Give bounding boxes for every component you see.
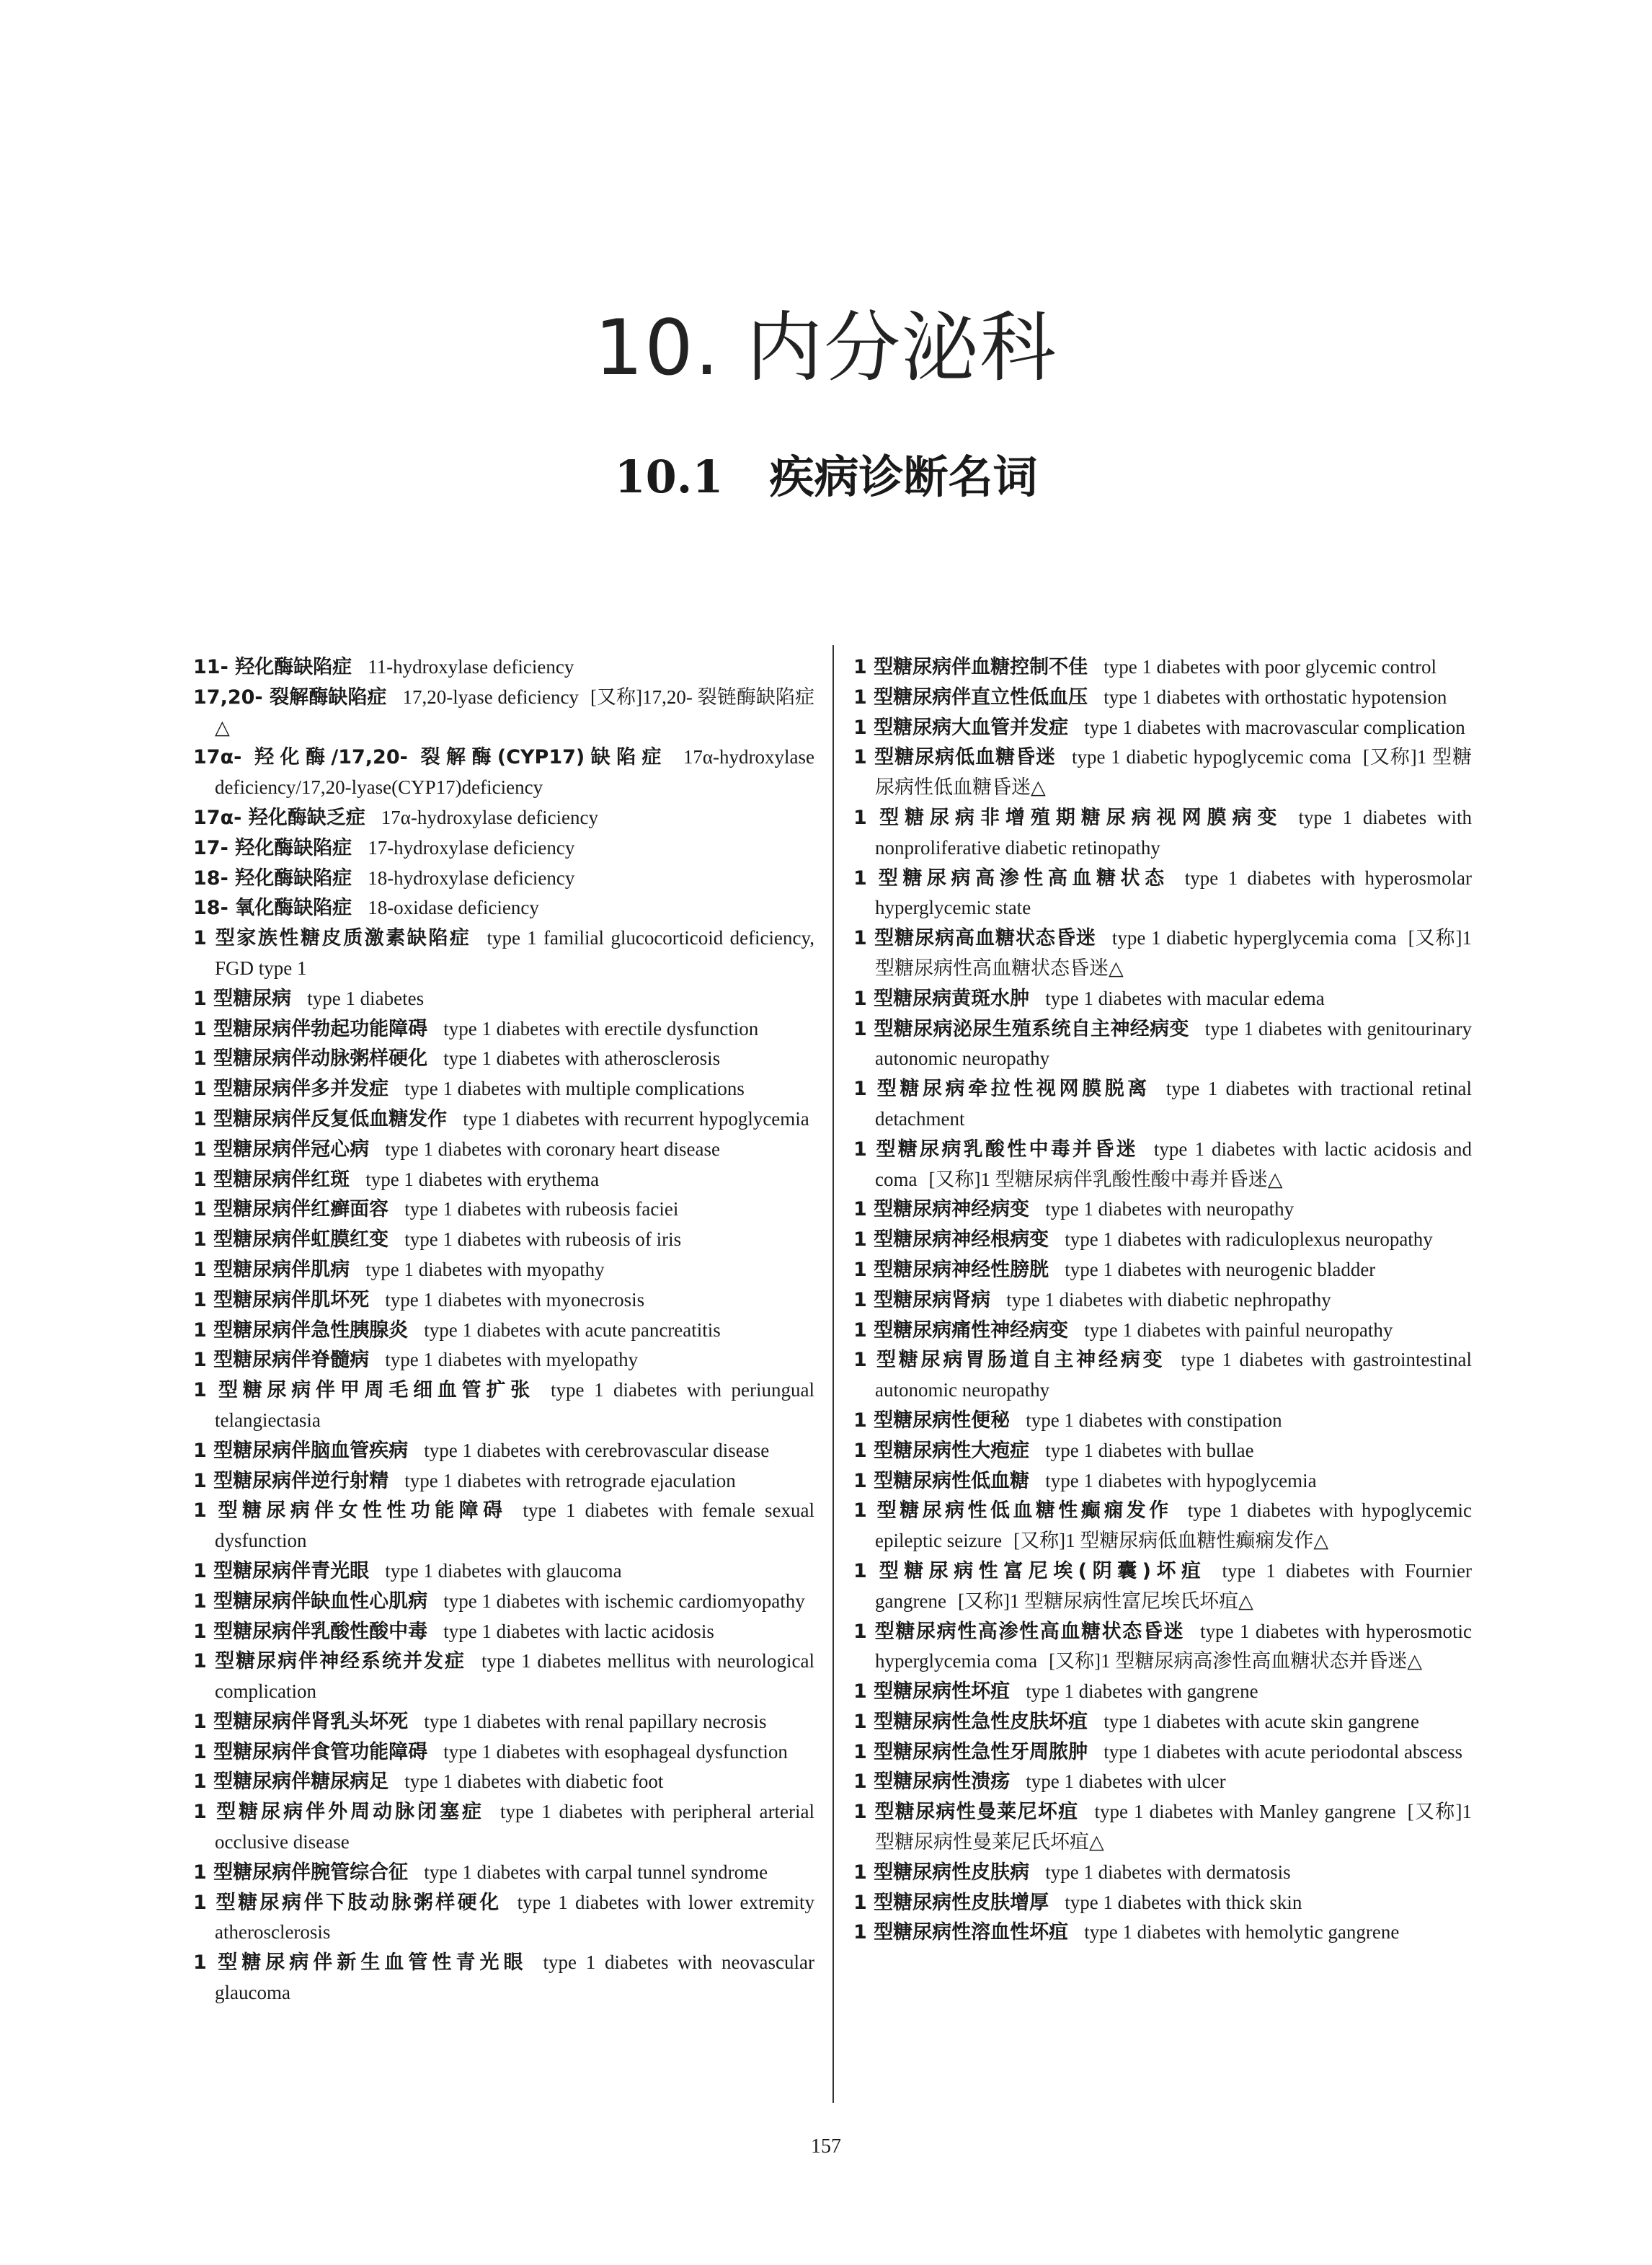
term-english: type 1 diabetes with rubeosis of iris bbox=[404, 1228, 682, 1251]
term-english: type 1 diabetes with tractional retinal detachment bbox=[875, 1078, 1472, 1130]
term-chinese: 1 型糖尿病伴下肢动脉粥样硬化 bbox=[193, 1891, 502, 1914]
term-english: type 1 diabetes with acute periodontal abscess bbox=[1103, 1740, 1463, 1763]
term-english: type 1 diabetes with renal papillary necrosis bbox=[424, 1710, 767, 1732]
term-chinese: 1 型糖尿病性大疱症 bbox=[853, 1439, 1030, 1462]
term-chinese: 1 型糖尿病牵拉性视网膜脱离 bbox=[853, 1078, 1150, 1101]
glossary-entry bbox=[853, 864, 1472, 924]
term-chinese: 1 型糖尿病伴直立性低血压 bbox=[853, 686, 1088, 709]
term-english: type 1 diabetes with erectile dysfunction bbox=[443, 1017, 759, 1040]
glossary-entry bbox=[193, 1707, 814, 1737]
glossary-entry bbox=[193, 1617, 814, 1647]
glossary-entry bbox=[853, 1737, 1472, 1768]
term-alias: [又称]1 型糖尿病性富尼埃氏坏疽△ bbox=[957, 1590, 1253, 1612]
term-english: type 1 diabetic hyperglycemia coma bbox=[1111, 927, 1397, 949]
glossary-entry bbox=[853, 1677, 1472, 1707]
term-chinese: 1 型糖尿病痛性神经病变 bbox=[853, 1318, 1069, 1342]
glossary-entry bbox=[853, 1014, 1472, 1075]
term-chinese: 1 型糖尿病性曼莱尼坏疽 bbox=[853, 1801, 1079, 1824]
term-chinese: 17α- 羟化酶缺乏症 bbox=[193, 806, 365, 829]
term-chinese: 1 型糖尿病伴血糖控制不佳 bbox=[853, 656, 1088, 678]
term-chinese: 18- 氧化酶缺陷症 bbox=[193, 897, 352, 920]
term-chinese: 1 型糖尿病肾病 bbox=[853, 1288, 991, 1311]
glossary-entry bbox=[193, 1316, 814, 1346]
term-english: type 1 diabetes with cerebrovascular disease bbox=[424, 1439, 770, 1461]
term-english: type 1 diabetes with rubeosis faciei bbox=[404, 1198, 679, 1220]
glossary-entry bbox=[853, 1797, 1472, 1858]
term-chinese: 1 型糖尿病性坏疽 bbox=[853, 1680, 1011, 1703]
glossary-entry bbox=[853, 1194, 1472, 1225]
term-chinese: 18- 羟化酶缺陷症 bbox=[193, 866, 352, 890]
term-english: type 1 diabetes with constipation bbox=[1026, 1409, 1282, 1431]
term-chinese: 1 型糖尿病性急性皮肤坏疽 bbox=[853, 1710, 1088, 1733]
term-chinese: 17α- 羟化酶/17,20- 裂解酶(CYP17)缺陷症 bbox=[193, 746, 667, 769]
term-english: type 1 diabetes with hypoglycemia bbox=[1045, 1469, 1317, 1491]
term-english: type 1 diabetes with thick skin bbox=[1065, 1891, 1302, 1913]
term-english: type 1 diabetes with neuropathy bbox=[1045, 1198, 1294, 1220]
term-english: type 1 diabetes with hemolytic gangrene bbox=[1084, 1921, 1400, 1943]
term-chinese: 1 型糖尿病伴女性性功能障碍 bbox=[193, 1499, 507, 1522]
term-alias: [又称]1 型糖尿病低血糖性癫痫发作△ bbox=[1013, 1530, 1329, 1552]
term-english: type 1 diabetes with neovascular glaucoma bbox=[215, 1951, 814, 2004]
term-chinese: 1 型糖尿病伴动脉粥样硬化 bbox=[193, 1047, 428, 1071]
page-number: 157 bbox=[811, 2135, 841, 2158]
term-english: type 1 diabetes bbox=[307, 987, 425, 1009]
term-english: type 1 diabetes with ulcer bbox=[1026, 1770, 1226, 1793]
term-chinese: 1 型糖尿病神经根病变 bbox=[853, 1228, 1049, 1251]
term-chinese: 1 型糖尿病非增殖期糖尿病视网膜病变 bbox=[853, 806, 1283, 829]
left-column bbox=[193, 652, 814, 2008]
term-english: type 1 diabetes with hypoglycemic epileptic seizure bbox=[875, 1499, 1473, 1552]
term-english: type 1 diabetes with acute pancreatitis bbox=[424, 1318, 721, 1341]
term-chinese: 1 型糖尿病黄斑水肿 bbox=[853, 987, 1030, 1010]
term-english: type 1 diabetes with peripheral arterial occlusive disease bbox=[215, 1801, 815, 1853]
term-english: type 1 diabetes with ischemic cardiomyopathy bbox=[443, 1590, 805, 1612]
glossary-entry bbox=[193, 1436, 814, 1466]
glossary-entry bbox=[853, 1888, 1472, 1918]
term-chinese: 1 型糖尿病伴脊髓病 bbox=[193, 1349, 370, 1372]
term-english: type 1 diabetes with lower extremity atherosclerosis bbox=[215, 1891, 814, 1943]
term-chinese: 1 型糖尿病伴食管功能障碍 bbox=[193, 1740, 428, 1763]
glossary-entry bbox=[193, 683, 814, 743]
term-chinese: 1 型糖尿病伴红斑 bbox=[193, 1168, 350, 1191]
glossary-entry bbox=[853, 1496, 1472, 1556]
term-chinese: 1 型家族性糖皮质激素缺陷症 bbox=[193, 927, 471, 950]
glossary-entry bbox=[193, 743, 814, 803]
term-chinese: 1 型糖尿病胃肠道自主神经病变 bbox=[853, 1349, 1165, 1372]
glossary-entry bbox=[193, 1375, 814, 1436]
glossary-entry bbox=[193, 1194, 814, 1225]
glossary-entry bbox=[193, 984, 814, 1014]
glossary-entry bbox=[853, 1767, 1472, 1797]
glossary-entry bbox=[193, 1044, 814, 1074]
term-english: type 1 familial glucocorticoid deficiency, FGD type 1 bbox=[215, 927, 815, 979]
term-english: type 1 diabetes with poor glycemic control bbox=[1103, 656, 1437, 678]
term-chinese: 1 型糖尿病性皮肤病 bbox=[853, 1861, 1030, 1884]
term-chinese: 17- 羟化酶缺陷症 bbox=[193, 836, 352, 859]
glossary-entry bbox=[853, 1707, 1472, 1737]
glossary-entry bbox=[193, 1345, 814, 1375]
section-heading: 疾病诊断名词 bbox=[769, 451, 1038, 503]
term-alias: [又称]1 型糖尿病高渗性高血糖状态并昏迷△ bbox=[1049, 1650, 1423, 1672]
glossary-entry bbox=[853, 1345, 1472, 1406]
section-number: 10.1 bbox=[614, 451, 724, 503]
term-english: type 1 diabetes with recurrent hypoglycemia bbox=[463, 1107, 809, 1130]
glossary-entry bbox=[193, 1225, 814, 1255]
glossary-entry bbox=[193, 1948, 814, 2008]
term-english: type 1 diabetes with hyperosmolar hyperglycemic state bbox=[875, 866, 1472, 919]
term-english: type 1 diabetes with lactic acidosis bbox=[443, 1620, 714, 1642]
glossary-entry bbox=[853, 1858, 1472, 1888]
term-english: type 1 diabetes mellitus with neurological complication bbox=[215, 1650, 815, 1703]
glossary-entry bbox=[853, 743, 1472, 803]
term-chinese: 1 型糖尿病伴红癣面容 bbox=[193, 1198, 389, 1221]
term-chinese: 1 型糖尿病乳酸性中毒并昏迷 bbox=[853, 1138, 1138, 1161]
term-chinese: 1 型糖尿病神经病变 bbox=[853, 1198, 1030, 1221]
term-chinese: 1 型糖尿病伴腕管综合征 bbox=[193, 1861, 409, 1884]
term-chinese: 17,20- 裂解酶缺陷症 bbox=[193, 686, 387, 709]
term-chinese: 1 型糖尿病伴脑血管疾病 bbox=[193, 1439, 409, 1462]
term-chinese: 1 型糖尿病伴多并发症 bbox=[193, 1078, 389, 1101]
glossary-entry bbox=[853, 1074, 1472, 1135]
glossary-entry bbox=[193, 1496, 814, 1556]
term-chinese: 1 型糖尿病伴神经系统并发症 bbox=[193, 1650, 466, 1673]
glossary-entry bbox=[193, 1255, 814, 1285]
term-english: type 1 diabetes with myopathy bbox=[365, 1258, 605, 1280]
term-chinese: 1 型糖尿病伴缺血性心肌病 bbox=[193, 1590, 428, 1613]
term-english: type 1 diabetes with nonproliferative diabetic retinopathy bbox=[875, 806, 1473, 859]
glossary-entry bbox=[193, 923, 814, 984]
glossary-entry bbox=[853, 1406, 1472, 1436]
term-english: type 1 diabetes with gangrene bbox=[1026, 1680, 1258, 1703]
column-divider bbox=[832, 645, 834, 2103]
term-chinese: 1 型糖尿病高渗性高血糖状态 bbox=[853, 866, 1169, 890]
glossary-entry bbox=[193, 1737, 814, 1768]
glossary-entry bbox=[193, 1888, 814, 1949]
term-chinese: 1 型糖尿病伴甲周毛细血管扩张 bbox=[193, 1379, 535, 1402]
term-chinese: 1 型糖尿病伴肌坏死 bbox=[193, 1288, 370, 1311]
glossary-entry bbox=[193, 652, 814, 683]
term-english: type 1 diabetes with painful neuropathy bbox=[1084, 1318, 1393, 1341]
glossary-entry bbox=[853, 803, 1472, 864]
glossary-entry bbox=[853, 713, 1472, 743]
term-english: type 1 diabetes with atherosclerosis bbox=[443, 1047, 721, 1070]
term-english: type 1 diabetes with neurogenic bladder bbox=[1065, 1258, 1376, 1280]
glossary-entry bbox=[193, 1165, 814, 1195]
term-chinese: 1 型糖尿病伴反复低血糖发作 bbox=[193, 1107, 448, 1130]
term-english: type 1 diabetes with myonecrosis bbox=[385, 1288, 645, 1311]
glossary-entry bbox=[853, 923, 1472, 984]
term-english: 17,20-lyase deficiency bbox=[402, 686, 579, 708]
term-english: type 1 diabetes with lactic acidosis and coma bbox=[875, 1138, 1473, 1190]
term-english: type 1 diabetes with radiculoplexus neuropathy bbox=[1065, 1228, 1433, 1251]
term-chinese: 1 型糖尿病性溶血性坏疽 bbox=[853, 1921, 1069, 1944]
term-chinese: 1 型糖尿病伴逆行射精 bbox=[193, 1469, 389, 1492]
term-chinese: 1 型糖尿病伴肌病 bbox=[193, 1258, 350, 1281]
term-english: type 1 diabetes with diabetic foot bbox=[404, 1770, 664, 1793]
term-alias: [又称]1 型糖尿病性高血糖状态昏迷△ bbox=[875, 927, 1473, 979]
term-chinese: 1 型糖尿病性皮肤增厚 bbox=[853, 1891, 1049, 1914]
term-chinese: 1 型糖尿病 bbox=[193, 987, 292, 1010]
glossary-entry bbox=[853, 1225, 1472, 1255]
term-chinese: 1 型糖尿病神经性膀胱 bbox=[853, 1258, 1049, 1281]
term-english: type 1 diabetes with Manley gangrene bbox=[1094, 1801, 1396, 1823]
glossary-entry bbox=[193, 1556, 814, 1587]
term-chinese: 1 型糖尿病伴外周动脉闭塞症 bbox=[193, 1801, 484, 1824]
glossary-entry bbox=[193, 1646, 814, 1707]
term-english: type 1 diabetes with carpal tunnel syndrome bbox=[424, 1861, 768, 1883]
term-english: type 1 diabetes with hyperosmotic hyperglycemia coma bbox=[875, 1620, 1473, 1672]
right-column bbox=[853, 652, 1472, 1948]
term-english: 17-hydroxylase deficiency bbox=[368, 836, 575, 859]
term-chinese: 1 型糖尿病性溃疡 bbox=[853, 1770, 1011, 1794]
term-english: type 1 diabetes with esophageal dysfunction bbox=[443, 1740, 788, 1763]
glossary-entry bbox=[193, 1104, 814, 1135]
term-english: type 1 diabetes with myelopathy bbox=[385, 1349, 639, 1371]
term-chinese: 1 型糖尿病性高渗性高血糖状态昏迷 bbox=[853, 1620, 1185, 1643]
term-english: type 1 diabetes with coronary heart disease bbox=[385, 1138, 721, 1160]
glossary-entry bbox=[193, 1587, 814, 1617]
term-chinese: 1 型糖尿病泌尿生殖系统自主神经病变 bbox=[853, 1017, 1189, 1040]
term-chinese: 1 型糖尿病伴冠心病 bbox=[193, 1138, 370, 1161]
term-chinese: 1 型糖尿病伴乳酸性酸中毒 bbox=[193, 1620, 428, 1643]
term-english: type 1 diabetes with glaucoma bbox=[385, 1559, 622, 1582]
term-english: type 1 diabetes with macular edema bbox=[1045, 987, 1325, 1009]
term-english: type 1 diabetes with bullae bbox=[1045, 1439, 1254, 1461]
glossary-entry bbox=[193, 1767, 814, 1797]
term-chinese: 1 型糖尿病性低血糖 bbox=[853, 1469, 1030, 1492]
glossary-entry bbox=[853, 683, 1472, 713]
glossary-entry bbox=[193, 1285, 814, 1316]
term-chinese: 1 型糖尿病性低血糖性癫痫发作 bbox=[853, 1499, 1172, 1522]
term-english: type 1 diabetes with periungual telangiectasia bbox=[215, 1379, 814, 1431]
glossary-entry bbox=[193, 1466, 814, 1497]
term-english: type 1 diabetes with genitourinary autonomic neuropathy bbox=[875, 1017, 1473, 1070]
term-chinese: 1 型糖尿病性便秘 bbox=[853, 1409, 1011, 1432]
term-english: type 1 diabetes with orthostatic hypotension bbox=[1103, 686, 1447, 708]
glossary-entry bbox=[193, 864, 814, 894]
term-chinese: 1 型糖尿病性富尼埃(阴囊)坏疽 bbox=[853, 1559, 1207, 1582]
term-chinese: 1 型糖尿病伴急性胰腺炎 bbox=[193, 1318, 409, 1342]
glossary-entry bbox=[193, 1858, 814, 1888]
glossary-entry bbox=[853, 1285, 1472, 1316]
term-english: type 1 diabetes with female sexual dysfunction bbox=[215, 1499, 815, 1552]
term-chinese: 1 型糖尿病伴糖尿病足 bbox=[193, 1770, 389, 1794]
glossary-entry bbox=[193, 1135, 814, 1165]
term-english: type 1 diabetes with erythema bbox=[365, 1168, 600, 1190]
glossary-entry bbox=[193, 1014, 814, 1045]
glossary-entry bbox=[193, 833, 814, 864]
glossary-entry bbox=[853, 1255, 1472, 1285]
glossary-entry bbox=[853, 1316, 1472, 1346]
term-chinese: 1 型糖尿病伴勃起功能障碍 bbox=[193, 1017, 428, 1040]
term-chinese: 1 型糖尿病伴青光眼 bbox=[193, 1559, 370, 1582]
glossary-entry bbox=[853, 984, 1472, 1014]
term-alias: [又称]17,20- 裂链酶缺陷症△ bbox=[215, 686, 814, 738]
glossary-entry bbox=[853, 1135, 1472, 1195]
term-english: type 1 diabetes with macrovascular complication bbox=[1084, 716, 1465, 738]
term-english: type 1 diabetes with retrograde ejaculation bbox=[404, 1469, 736, 1491]
chapter-title: 10. 内分泌科 bbox=[594, 303, 1058, 392]
glossary-entry bbox=[193, 1074, 814, 1104]
term-english: 11-hydroxylase deficiency bbox=[368, 656, 574, 678]
glossary-entry bbox=[853, 1556, 1472, 1617]
term-chinese: 1 型糖尿病性急性牙周脓肿 bbox=[853, 1740, 1088, 1763]
term-chinese: 1 型糖尿病高血糖状态昏迷 bbox=[853, 927, 1096, 950]
term-chinese: 1 型糖尿病伴新生血管性青光眼 bbox=[193, 1951, 528, 1974]
glossary-entry bbox=[193, 1797, 814, 1858]
glossary-entry bbox=[853, 1436, 1472, 1466]
glossary-entry bbox=[853, 652, 1472, 683]
glossary-entry bbox=[853, 1466, 1472, 1497]
term-english: 17α-hydroxylase deficiency/17,20-lyase(CYP17)deficiency bbox=[215, 746, 814, 799]
term-english: 17α-hydroxylase deficiency bbox=[381, 806, 599, 828]
term-english: 18-oxidase deficiency bbox=[368, 897, 539, 919]
term-english: type 1 diabetes with gastrointestinal autonomic neuropathy bbox=[875, 1349, 1473, 1401]
term-english: 18-hydroxylase deficiency bbox=[368, 866, 575, 889]
term-english: type 1 diabetes with diabetic nephropathy bbox=[1006, 1288, 1331, 1311]
term-english: type 1 diabetes with dermatosis bbox=[1045, 1861, 1291, 1883]
glossary-entry bbox=[853, 1918, 1472, 1948]
term-chinese: 1 型糖尿病大血管并发症 bbox=[853, 716, 1069, 739]
term-english: type 1 diabetic hypoglycemic coma bbox=[1072, 746, 1351, 768]
term-chinese: 11- 羟化酶缺陷症 bbox=[193, 656, 352, 678]
term-alias: [又称]1 型糖尿病性曼莱尼氏坏疽△ bbox=[875, 1801, 1473, 1853]
term-english: type 1 diabetes with Fournier gangrene bbox=[875, 1559, 1472, 1612]
term-chinese: 1 型糖尿病伴虹膜红变 bbox=[193, 1228, 389, 1251]
term-alias: [又称]1 型糖尿病性低血糖昏迷△ bbox=[875, 746, 1472, 799]
term-alias: [又称]1 型糖尿病伴乳酸性酸中毒并昏迷△ bbox=[928, 1168, 1283, 1190]
glossary-entry bbox=[193, 803, 814, 833]
glossary-entry bbox=[853, 1617, 1472, 1677]
term-english: type 1 diabetes with multiple complications bbox=[404, 1078, 745, 1100]
term-chinese: 1 型糖尿病伴肾乳头坏死 bbox=[193, 1710, 409, 1733]
term-english: type 1 diabetes with acute skin gangrene bbox=[1103, 1710, 1420, 1732]
glossary-entry bbox=[193, 893, 814, 923]
term-chinese: 1 型糖尿病低血糖昏迷 bbox=[853, 746, 1057, 769]
section-title bbox=[0, 441, 1652, 505]
